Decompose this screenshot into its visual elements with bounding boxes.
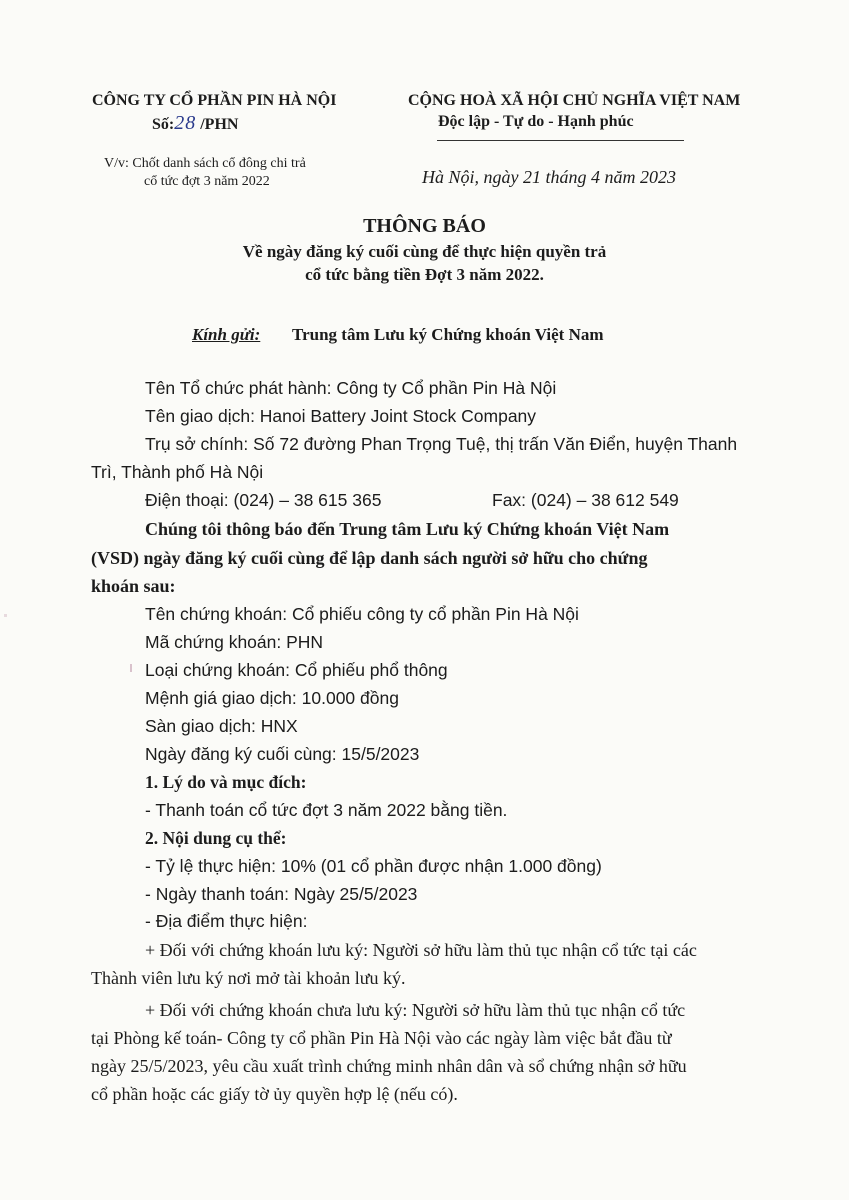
- address-line-1: Trụ sở chính: Số 72 đường Phan Trọng Tuệ, thị trấn Văn Điển, huyện Thanh: [145, 434, 738, 454]
- deposited-line-2: Thành viên lưu ký nơi mở tài khoản lưu ký.: [91, 968, 406, 988]
- subject-line-2: cổ tức đợt 3 năm 2022: [144, 174, 270, 189]
- republic-heading: CỘNG HOÀ XÃ HỘI CHỦ NGHĨA VIỆT NAM: [408, 92, 741, 109]
- deposited-line-1: + Đối với chứng khoán lưu ký: Người sở hữu làm thủ tục nhận cổ tức tại các: [145, 940, 697, 960]
- security-type-line: Loại chứng khoán: Cổ phiếu phổ thông: [145, 660, 448, 680]
- motto-underline: [437, 140, 684, 141]
- location-line: - Địa điểm thực hiện:: [145, 911, 308, 931]
- document-subtitle-2: cổ tức bằng tiền Đợt 3 năm 2022.: [305, 265, 544, 284]
- section-2-title: 2. Nội dung cụ thể:: [145, 828, 287, 848]
- notice-line-3: khoán sau:: [91, 576, 176, 596]
- notice-line-1: Chúng tôi thông báo đến Trung tâm Lưu ký Chứng khoán Việt Nam: [145, 519, 670, 539]
- ratio-line: - Tỷ lệ thực hiện: 10% (01 cổ phần được nhận 1.000 đồng): [145, 856, 602, 876]
- undeposited-line-4: cổ phần hoặc các giấy tờ ủy quyền hợp lệ (nếu có).: [91, 1084, 458, 1104]
- fax-line: Fax: (024) – 38 612 549: [492, 490, 679, 510]
- address-line-2: Trì, Thành phố Hà Nội: [91, 462, 264, 482]
- scan-artifact: [4, 614, 7, 617]
- section-1-title: 1. Lý do và mục đích:: [145, 772, 307, 792]
- trade-name-line: Tên giao dịch: Hanoi Battery Joint Stock Company: [145, 406, 537, 426]
- par-value-line: Mệnh giá giao dịch: 10.000 đồng: [145, 688, 399, 708]
- payment-date-line: - Ngày thanh toán: Ngày 25/5/2023: [145, 884, 418, 904]
- document-number: [152, 112, 238, 135]
- recipient-name: Trung tâm Lưu ký Chứng khoán Việt Nam: [292, 325, 604, 344]
- number-prefix: Số:: [152, 116, 175, 133]
- undeposited-line-2: tại Phòng kế toán- Công ty cổ phần Pin Hà Nội vào các ngày làm việc bắt đầu từ: [91, 1028, 672, 1048]
- company-name: CÔNG TY CỔ PHẦN PIN HÀ NỘI: [92, 92, 337, 109]
- undeposited-line-3: ngày 25/5/2023, yêu cầu xuất trình chứng minh nhân dân và sổ chứng nhận sở hữu: [91, 1056, 687, 1076]
- national-motto: Độc lập - Tự do - Hạnh phúc: [438, 113, 634, 130]
- subject-line-1: V/v: Chốt danh sách cổ đông chi trả: [104, 156, 306, 171]
- document-subtitle-1: Về ngày đăng ký cuối cùng để thực hiện quyền trả: [242, 242, 607, 261]
- recipient-label: Kính gửi:: [192, 325, 261, 344]
- scan-artifact: [130, 664, 132, 672]
- exchange-line: Sàn giao dịch: HNX: [145, 716, 298, 736]
- phone-line: Điện thoại: (024) – 38 615 365: [145, 490, 382, 510]
- undeposited-line-1: + Đối với chứng khoán chưa lưu ký: Người sở hữu làm thủ tục nhận cổ tức: [145, 1000, 686, 1020]
- number-suffix: /PHN: [200, 116, 239, 133]
- security-name-line: Tên chứng khoán: Cổ phiếu công ty cổ phần Pin Hà Nội: [145, 604, 579, 624]
- handwritten-number: 28: [174, 112, 197, 134]
- notice-line-2: (VSD) ngày đăng ký cuối cùng để lập danh sách người sở hữu cho chứng: [91, 548, 648, 568]
- record-date-line: Ngày đăng ký cuối cùng: 15/5/2023: [145, 744, 420, 764]
- security-code-line: Mã chứng khoán: PHN: [145, 632, 324, 652]
- section-1-item: - Thanh toán cổ tức đợt 3 năm 2022 bằng tiền.: [145, 800, 508, 820]
- document-date: Hà Nội, ngày 21 tháng 4 năm 2023: [422, 167, 676, 187]
- issuer-line: Tên Tổ chức phát hành: Công ty Cổ phần Pin Hà Nội: [145, 378, 557, 398]
- document-title: THÔNG BÁO: [363, 215, 486, 237]
